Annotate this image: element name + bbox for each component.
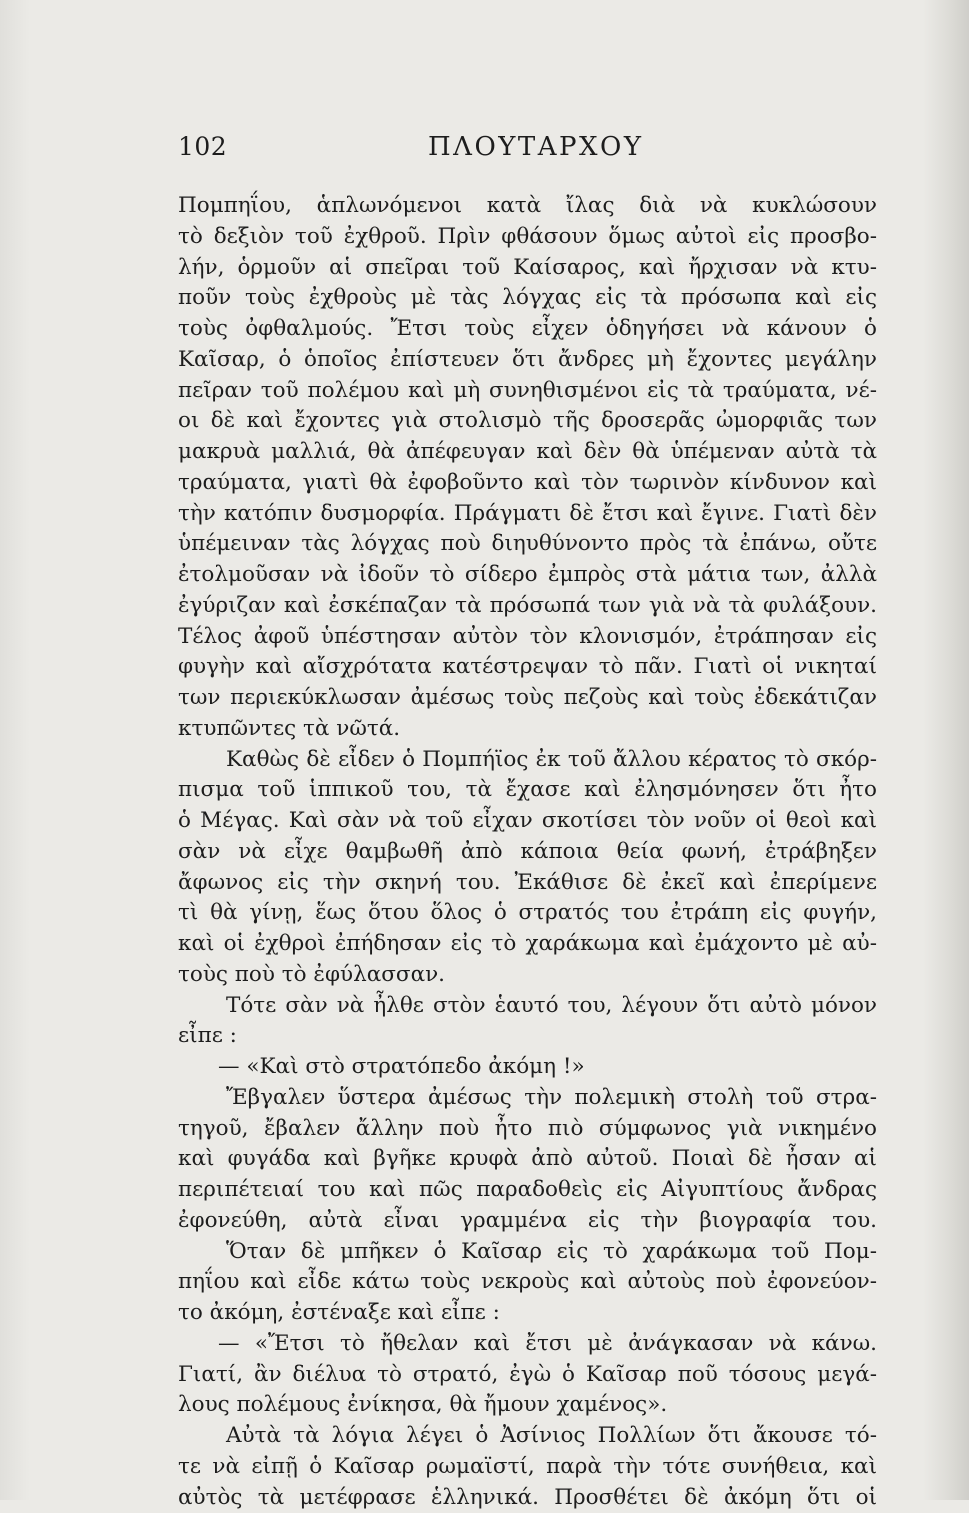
text-line: των περιεκύκλωσαν ἀμέσως τοὺς πεζοὺς καὶ τοὺς ἐδεκάτιζαν	[178, 683, 877, 714]
text-line: Καῖσαρ, ὁ ὁποῖος ἐπίστευεν ὅτι ἄνδρες μὴ ἔχοντες μεγάλην	[178, 345, 877, 376]
text-line: εἶπε :	[178, 1021, 877, 1052]
text-line: κτυπῶντες τὰ νῶτά.	[178, 714, 877, 745]
text-line: τὸ δεξιὸν τοῦ ἐχθροῦ. Πρὶν φθάσουν ὅμως αὐτοὶ εἰς προσβο-	[178, 222, 877, 253]
text-line: — «Καὶ στὸ στρατόπεδο ἀκόμη !»	[178, 1052, 877, 1083]
text-line: αὐτὸς τὰ μετέφρασε ἑλληνικά. Προσθέτει δὲ ἀκόμη ὅτι οἱ	[178, 1483, 877, 1513]
text-line: Πομπηΐου, ἁπλωνόμενοι κατὰ ἴλας διὰ νὰ κυκλώσουν	[178, 191, 877, 222]
text-line: τε νὰ εἰπῇ ὁ Καῖσαρ ρωμαϊστί, παρὰ τὴν τότε συνήθεια, καὶ	[178, 1452, 877, 1483]
text-line: ποῦν τοὺς ἐχθροὺς μὲ τὰς λόγχας εἰς τὰ πρόσωπα καὶ εἰς	[178, 283, 877, 314]
text-line: τὶ θὰ γίνῃ, ἕως ὅτου ὅλος ὁ στρατός του ἐτράπη εἰς φυγήν,	[178, 898, 877, 929]
text-line: Αὐτὰ τὰ λόγια λέγει ὁ Ἀσίνιος Πολλίων ὅτι ἄκουσε τό-	[178, 1421, 877, 1452]
page-edge-right	[923, 0, 969, 1500]
text-line: περιπέτειαί του καὶ πῶς παραδοθεὶς εἰς Αἰγυπτίους ἄνδρας	[178, 1175, 877, 1206]
text-line: ὁ Μέγας. Καὶ σὰν νὰ τοῦ εἶχαν σκοτίσει τὸν νοῦν οἱ θεοὶ καὶ	[178, 806, 877, 837]
text-line: λήν, ὁρμοῦν αἱ σπεῖραι τοῦ Καίσαρος, καὶ ἤρχισαν νὰ κτυ-	[178, 253, 877, 284]
text-line: τοὺς ποὺ τὸ ἐφύλασσαν.	[178, 960, 877, 991]
text-line: ἐγύριζαν καὶ ἐσκέπαζαν τὰ πρόσωπά των γιὰ νὰ τὰ φυλάξουν.	[178, 591, 877, 622]
text-line: Καθὼς δὲ εἶδεν ὁ Πομπήϊος ἐκ τοῦ ἄλλου κέρατος τὸ σκόρ-	[178, 745, 877, 776]
text-line: Ἔβγαλεν ὕστερα ἀμέσως τὴν πολεμικὴ στολὴ τοῦ στρα-	[178, 1083, 877, 1114]
running-title: ΠΛΟΥΤΑΡΧΟΥ	[428, 132, 644, 162]
text-line: τὴν κατόπιν δυσμορφία. Πράγματι δὲ ἔτσι καὶ ἔγινε. Γιατὶ δὲν	[178, 499, 877, 530]
text-line: σὰν νὰ εἶχε θαμβωθῆ ἀπὸ κάποια θεία φωνή, ἐτράβηξεν	[178, 837, 877, 868]
text-line: ἄφωνος εἰς τὴν σκηνή του. Ἐκάθισε δὲ ἐκεῖ καὶ ἐπερίμενε	[178, 868, 877, 899]
text-line: — «Ἔτσι τὸ ἤθελαν καὶ ἔτσι μὲ ἀνάγκασαν νὰ κάνω.	[178, 1329, 877, 1360]
page-number: 102	[178, 132, 227, 161]
body-text	[178, 191, 877, 1513]
text-line: τοὺς ὀφθαλμούς. Ἔτσι τοὺς εἶχεν ὁδηγήσει νὰ κάνουν ὁ	[178, 314, 877, 345]
text-line: πηΐου καὶ εἶδε κάτω τοὺς νεκροὺς καὶ αὐτοὺς ποὺ ἐφονεύον-	[178, 1267, 877, 1298]
text-line: φυγὴν καὶ αἴσχρότατα κατέστρεψαν τὸ πᾶν. Γιατὶ οἱ νικηταί	[178, 652, 877, 683]
page-header	[178, 132, 878, 166]
text-line: ὑπέμειναν τὰς λόγχας ποὺ διηυθύνοντο πρὸς τὰ ἐπάνω, οὔτε	[178, 529, 877, 560]
text-line: οι δὲ καὶ ἔχοντες γιὰ στολισμὸ τῆς δροσερᾶς ὠμορφιᾶς των	[178, 406, 877, 437]
text-line: λους πολέμους ἐνίκησα, θὰ ἤμουν χαμένος».	[178, 1390, 877, 1421]
text-line: καὶ φυγάδα καὶ βγῆκε κρυφὰ ἀπὸ αὐτοῦ. Ποιαὶ δὲ ἦσαν αἱ	[178, 1144, 877, 1175]
text-line: ἐφονεύθη, αὐτὰ εἶναι γραμμένα εἰς τὴν βιογραφία του.	[178, 1206, 877, 1237]
text-line: Ὅταν δὲ μπῆκεν ὁ Καῖσαρ εἰς τὸ χαράκωμα τοῦ Πομ-	[178, 1237, 877, 1268]
text-line: Τέλος ἀφοῦ ὑπέστησαν αὐτὸν τὸν κλονισμόν, ἐτράπησαν εἰς	[178, 622, 877, 653]
text-line: τηγοῦ, ἔβαλεν ἄλλην ποὺ ἦτο πιὸ σύμφωνος γιὰ νικημένο	[178, 1114, 877, 1145]
text-line: τραύματα, γιατὶ θὰ ἐφοβοῦντο καὶ τὸν τωρινὸν κίνδυνον καὶ	[178, 468, 877, 499]
text-line: Τότε σὰν νὰ ἦλθε στὸν ἑαυτό του, λέγουν ὅτι αὐτὸ μόνον	[178, 991, 877, 1022]
text-line: πισμα τοῦ ἱππικοῦ του, τὰ ἔχασε καὶ ἐλησμόνησεν ὅτι ἦτο	[178, 775, 877, 806]
text-line: καὶ οἱ ἐχθροὶ ἐπήδησαν εἰς τὸ χαράκωμα καὶ ἐμάχοντο μὲ αὐ-	[178, 929, 877, 960]
text-line: το ἀκόμη, ἐστέναξε καὶ εἶπε :	[178, 1298, 877, 1329]
page-edge-left	[0, 0, 30, 1500]
text-line: πεῖραν τοῦ πολέμου καὶ μὴ συνηθισμένοι εἰς τὰ τραύματα, νέ-	[178, 376, 877, 407]
text-line: ἐτολμοῦσαν νὰ ἰδοῦν τὸ σίδερο ἐμπρὸς στὰ μάτια των, ἀλλὰ	[178, 560, 877, 591]
text-line: μακρυὰ μαλλιά, θὰ ἀπέφευγαν καὶ δὲν θὰ ὑπέμεναν αὐτὰ τὰ	[178, 437, 877, 468]
text-line: Γιατί, ἂν διέλυα τὸ στρατό, ἐγὼ ὁ Καῖσαρ ποῦ τόσους μεγά-	[178, 1360, 877, 1391]
